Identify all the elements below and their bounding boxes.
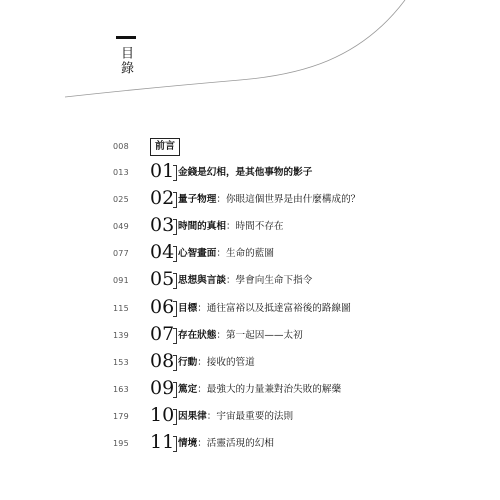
chapter-keyword: 情境	[178, 438, 198, 449]
toc-row-chapter[interactable]	[0, 268, 500, 293]
page-number: 013	[113, 168, 129, 177]
chapter-bracket	[173, 436, 177, 452]
chapter-number: 01	[150, 160, 175, 182]
chapter-subtitle: ：通往富裕以及抵達富裕後的路線圖	[197, 303, 351, 314]
chapter-keyword: 量子物理	[178, 194, 217, 205]
toc-row-chapter[interactable]	[0, 241, 500, 266]
page-number: 049	[113, 222, 129, 231]
chapter-title	[178, 193, 360, 207]
chapter-subtitle: ：學會向生命下指令	[225, 275, 313, 286]
chapter-title	[178, 274, 312, 288]
chapter-keyword: 行動	[178, 357, 198, 368]
chapter-keyword: 思想與言談	[178, 275, 226, 286]
chapter-number: 03	[150, 214, 175, 236]
toc-row-chapter[interactable]	[0, 187, 500, 212]
chapter-bracket	[173, 192, 177, 208]
page-title: 目錄	[118, 46, 133, 76]
toc-row-chapter[interactable]	[0, 431, 500, 456]
chapter-title-text: 金錢是幻相，是其他事物的影子	[178, 167, 313, 178]
chapter-title	[178, 166, 312, 180]
chapter-title	[178, 410, 293, 424]
toc-row-chapter[interactable]	[0, 404, 500, 429]
chapter-bracket	[173, 219, 177, 235]
chapter-number: 09	[150, 377, 175, 399]
chapter-title	[178, 356, 255, 370]
chapter-bracket	[173, 382, 177, 398]
chapter-keyword: 因果律	[178, 411, 207, 422]
chapter-title	[178, 220, 284, 234]
toc-row-preface[interactable]	[0, 137, 500, 159]
chapter-subtitle: ：接收的管道	[197, 357, 255, 368]
chapter-number: 07	[150, 323, 175, 345]
chapter-title	[178, 383, 341, 397]
chapter-bracket	[173, 328, 177, 344]
chapter-title	[178, 437, 274, 451]
chapter-keyword: 目標	[178, 303, 198, 314]
preface-label: 前言	[150, 138, 180, 156]
chapter-keyword: 存在狀態	[178, 330, 217, 341]
chapter-subtitle: ：生命的藍圖	[216, 248, 274, 259]
chapter-title	[178, 247, 274, 261]
chapter-bracket	[173, 246, 177, 262]
chapter-subtitle: ：宇宙最重要的法則	[206, 411, 294, 422]
chapter-keyword: 篤定	[178, 384, 198, 395]
chapter-number: 10	[150, 404, 175, 426]
chapter-number: 06	[150, 296, 175, 318]
chapter-number: 04	[150, 241, 175, 263]
toc-row-chapter[interactable]	[0, 214, 500, 239]
chapter-title	[178, 329, 303, 343]
chapter-keyword: 時間的真相	[178, 221, 226, 232]
chapter-title	[178, 302, 351, 316]
chapter-number: 08	[150, 350, 175, 372]
toc-row-chapter[interactable]	[0, 160, 500, 185]
page-number: 077	[113, 249, 129, 258]
chapter-subtitle: ：時間不存在	[225, 221, 284, 232]
page-number: 008	[113, 142, 129, 151]
chapter-subtitle: ：最強大的力量兼對治失敗的解藥	[197, 384, 342, 395]
page-number: 195	[113, 439, 129, 448]
chapter-subtitle: ：第一起因——太初	[216, 330, 303, 341]
chapter-subtitle: ：你眼這個世界是由什麼構成的？	[216, 194, 361, 205]
chapter-bracket	[173, 165, 177, 181]
chapter-bracket	[173, 355, 177, 371]
chapter-bracket	[173, 409, 177, 425]
chapter-bracket	[173, 301, 177, 317]
chapter-number: 11	[150, 431, 175, 453]
toc-row-chapter[interactable]	[0, 377, 500, 402]
page-number: 139	[113, 331, 129, 340]
page-number: 115	[113, 304, 129, 313]
page-number: 163	[113, 385, 129, 394]
chapter-subtitle: ：活靈活現的幻相	[197, 438, 274, 449]
page-number: 153	[113, 358, 129, 367]
chapter-bracket	[173, 273, 177, 289]
page-number: 179	[113, 412, 129, 421]
page-number: 091	[113, 276, 129, 285]
toc-row-chapter[interactable]	[0, 296, 500, 321]
toc-row-chapter[interactable]	[0, 323, 500, 348]
toc-row-chapter[interactable]	[0, 350, 500, 375]
chapter-keyword: 心智畫面	[178, 248, 217, 259]
page-number: 025	[113, 195, 129, 204]
chapter-number: 05	[150, 268, 175, 290]
chapter-number: 02	[150, 187, 175, 209]
